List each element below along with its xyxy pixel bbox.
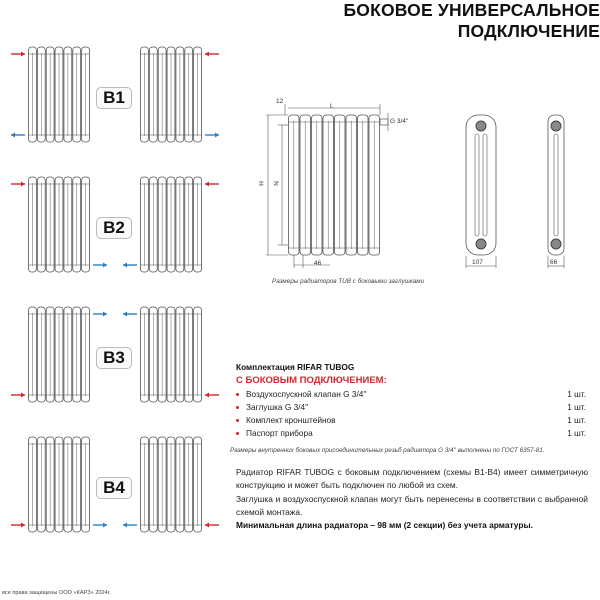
thread-fitting xyxy=(380,119,388,125)
dim-n: N xyxy=(271,181,279,186)
description-p3: Минимальная длина радиатора – 98 мм (2 секции) без учета арматуры. xyxy=(236,520,533,531)
kit-item-qty: 1 шт. xyxy=(567,389,586,399)
kit-item xyxy=(236,388,586,401)
copyright: все права защищены ООО «КАРЗ» 2024г. xyxy=(2,590,111,596)
drawing-caption: Размеры радиаторов TUB с боковыми заглушками xyxy=(272,278,425,285)
kit-item-name: Комплект кронштейнов xyxy=(246,415,336,425)
kit-item-qty: 1 шт. xyxy=(567,428,586,438)
connection-port xyxy=(476,239,486,249)
title-line-1: БОКОВОЕ УНИВЕРСАЛЬНОЕ xyxy=(343,0,600,20)
kit-item-qty: 1 шт. xyxy=(567,402,586,412)
kit-item xyxy=(236,414,586,427)
kit-item-qty: 1 шт. xyxy=(567,415,586,425)
kit-item xyxy=(236,401,586,414)
radiator-icon xyxy=(288,115,380,255)
side-view-107 xyxy=(466,115,496,255)
radiator-side-body xyxy=(548,115,564,255)
dim-l: L xyxy=(330,103,334,110)
kit-item-name: Заглушка G 3/4'' xyxy=(246,402,309,412)
scheme-label-b2: B2 xyxy=(96,217,132,239)
thread-label: G 3/4'' xyxy=(390,118,409,125)
kit-item-name: Паспорт прибора xyxy=(246,428,313,438)
dim-h: H xyxy=(256,181,264,186)
description xyxy=(236,466,588,532)
dim-66: 66 xyxy=(550,259,558,266)
connection-port xyxy=(476,121,486,131)
kit-heading: Комплектация RIFAR TUBOG xyxy=(236,362,355,372)
dim-12: 12 xyxy=(276,98,284,105)
kit-subheading: С БОКОВЫМ ПОДКЛЮЧЕНИЕМ: xyxy=(236,375,387,386)
scheme-label-b4: B4 xyxy=(96,477,132,499)
title-line-2: ПОДКЛЮЧЕНИЕ xyxy=(457,21,600,41)
dim-107: 107 xyxy=(472,259,483,266)
description-p1: Радиатор RIFAR TUBOG с боковым подключением (схемы B1-B4) имеет симметричную конструкцию и может быть подключен по любой из схем. xyxy=(236,467,588,491)
description-p2: Заглушка и воздухоспускной клапан могут быть перенесены в соответствии с выбранной схемой монтажа. xyxy=(236,493,588,517)
connection-port xyxy=(551,121,561,131)
scheme-label-b3: B3 xyxy=(96,347,132,369)
thread-note: Размеры внутренних боковых присоединительных резьб радиатора G 3/4'' выполнены по ГОСТ 6357-81. xyxy=(230,447,545,454)
dim-46: 46 xyxy=(314,260,322,267)
kit-item-name: Воздухоспускной клапан G 3/4'' xyxy=(246,389,367,399)
kit-contents xyxy=(236,362,586,440)
side-view-66 xyxy=(548,115,564,255)
scheme-label-b1: B1 xyxy=(96,87,132,109)
radiator-side-body xyxy=(466,115,496,255)
connection-port xyxy=(551,239,561,249)
kit-item xyxy=(236,427,586,440)
